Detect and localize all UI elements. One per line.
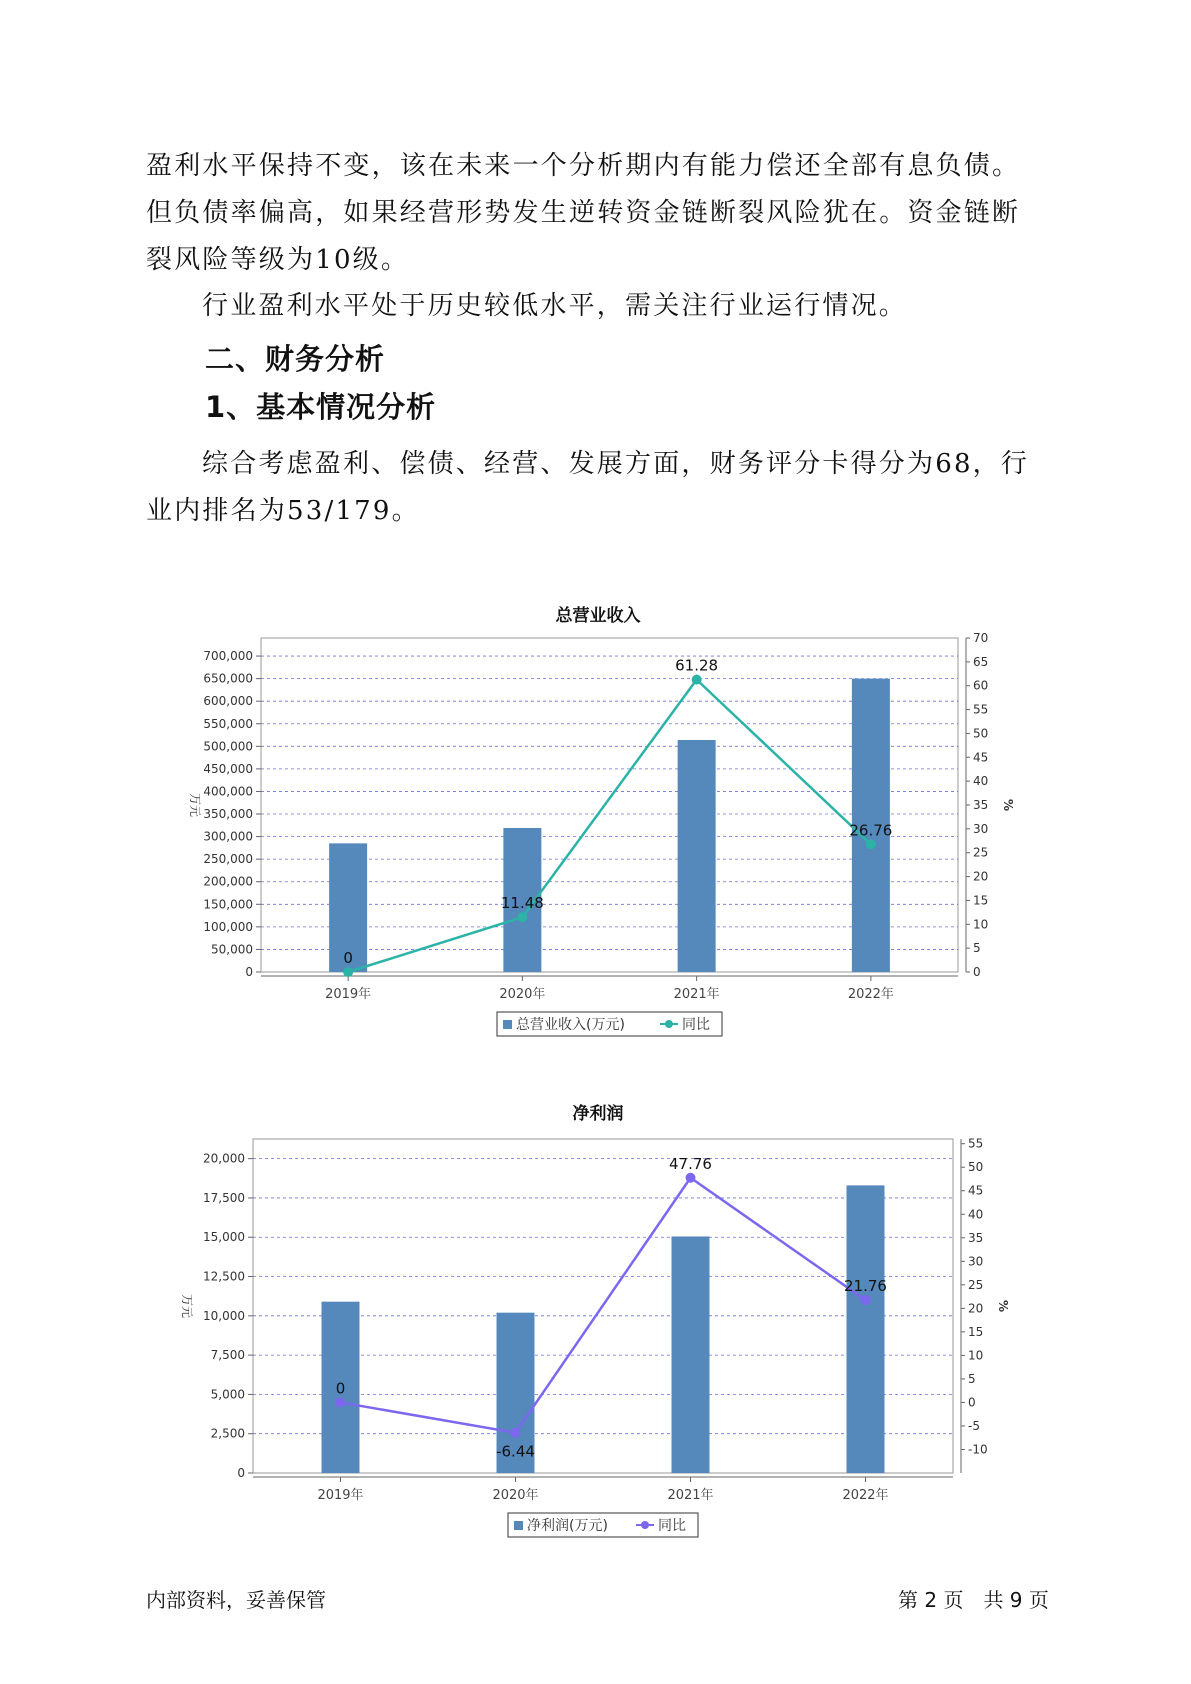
subsection-heading: 1、基本情况分析: [205, 390, 437, 424]
paragraph-industry: 行业盈利水平处于历史较低水平，需关注行业运行情况。: [202, 291, 908, 321]
x-tick-label: 2020年: [492, 1488, 539, 1503]
y2-tick-label: 30: [968, 1254, 984, 1269]
legend-bar-swatch: [503, 1020, 512, 1029]
yoy-point: [517, 912, 527, 922]
y2-axis-label: %: [1001, 798, 1015, 812]
y2-tick-label: 50: [968, 1160, 984, 1175]
legend-bar-swatch: [514, 1521, 523, 1530]
y-tick-label: 20,000: [203, 1151, 245, 1166]
y-tick-label: 5,000: [210, 1387, 245, 1402]
yoy-point: [692, 675, 702, 685]
y2-tick-label: 50: [973, 726, 989, 741]
y2-tick-label: 55: [968, 1136, 984, 1151]
data-label: -6.44: [496, 1442, 535, 1461]
legend-line-label: 同比: [658, 1518, 686, 1534]
legend-line-marker: [641, 1521, 649, 1529]
yoy-point: [336, 1397, 346, 1407]
data-label: 26.76: [849, 821, 893, 840]
y2-tick-label: 60: [973, 678, 989, 693]
data-label: 0: [335, 1379, 346, 1398]
y2-tick-label: 35: [973, 798, 989, 812]
y-tick-label: 300,000: [203, 829, 253, 844]
yoy-point: [343, 967, 353, 977]
y2-tick-label: -10: [968, 1442, 988, 1457]
net-profit-chart: [0, 1125, 1191, 1595]
y-tick-label: 12,500: [203, 1269, 245, 1284]
y-tick-label: 550,000: [203, 716, 253, 731]
y2-tick-label: 40: [973, 774, 989, 789]
y-tick-label: 150,000: [203, 897, 253, 912]
legend-bar-label: 总营业收入(万元): [516, 1017, 625, 1033]
legend-line-label: 同比: [682, 1017, 710, 1033]
y2-tick-label: 10: [968, 1348, 984, 1363]
legend-line-marker: [665, 1020, 673, 1028]
section-heading: 二、财务分析: [205, 342, 386, 376]
y2-tick-label: 30: [973, 821, 989, 836]
x-tick-label: 2019年: [325, 987, 372, 1002]
x-tick-label: 2022年: [842, 1488, 889, 1503]
chart-title-revenue: 总营业收入: [555, 606, 641, 626]
data-label: 47.76: [669, 1154, 712, 1173]
y2-tick-label: 15: [968, 1324, 984, 1339]
paragraph-score: 综合考虑盈利、偿债、经营、发展方面，财务评分卡得分为68，行业内排名为53/179。: [146, 449, 1030, 526]
y-tick-label: 7,500: [210, 1348, 245, 1363]
yoy-point: [861, 1295, 871, 1305]
y2-tick-label: 25: [968, 1277, 984, 1292]
data-label: 21.76: [844, 1277, 887, 1296]
yoy-point: [511, 1428, 521, 1438]
y-axis-label: 万元: [180, 1293, 194, 1319]
y2-tick-label: 10: [973, 917, 989, 932]
y-tick-label: 250,000: [203, 852, 253, 867]
y-tick-label: 400,000: [203, 784, 253, 799]
x-tick-label: 2020年: [499, 987, 546, 1002]
y-tick-label: 450,000: [203, 761, 253, 776]
y-tick-label: 500,000: [203, 739, 253, 754]
revenue-chart: [0, 625, 1191, 1095]
y-tick-label: 0: [237, 1466, 245, 1480]
y2-tick-label: 35: [968, 1230, 984, 1245]
x-tick-label: 2019年: [317, 1488, 364, 1503]
y-tick-label: 200,000: [203, 874, 253, 889]
y-tick-label: 10,000: [203, 1308, 245, 1323]
legend-bar-label: 净利润(万元): [527, 1518, 608, 1534]
y2-axis-label: %: [996, 1299, 1010, 1313]
y-tick-label: 17,500: [203, 1190, 245, 1205]
y2-tick-label: 45: [968, 1183, 984, 1198]
y-tick-label: 600,000: [203, 694, 253, 709]
bar: [672, 1236, 710, 1473]
y2-tick-label: 0: [973, 965, 981, 979]
bar: [847, 1185, 885, 1473]
x-tick-label: 2021年: [667, 1488, 714, 1503]
y-tick-label: 100,000: [203, 919, 253, 934]
y-tick-label: 700,000: [203, 649, 253, 664]
y-tick-label: 50,000: [211, 942, 253, 957]
y-tick-label: 650,000: [203, 671, 253, 686]
x-tick-label: 2022年: [847, 987, 894, 1002]
y2-tick-label: 25: [973, 845, 989, 860]
y2-tick-label: 70: [973, 631, 989, 645]
data-label: 0: [343, 949, 353, 967]
y-tick-label: 15,000: [203, 1230, 245, 1245]
page-number: 第 2 页 共 9 页: [898, 1588, 1049, 1612]
y2-tick-label: -5: [968, 1418, 980, 1433]
yoy-point: [686, 1173, 696, 1183]
yoy-point: [866, 839, 876, 849]
y-tick-label: 350,000: [203, 807, 253, 822]
y2-tick-label: 20: [968, 1301, 984, 1316]
y-tick-label: 2,500: [210, 1426, 245, 1441]
paragraph-risk: 盈利水平保持不变，该在未来一个分析期内有能力偿还全部有息负债。但负债率偏高，如果经营形势发生逆转资金链断裂风险犹在。资金链断裂风险等级为10级。: [146, 151, 1021, 275]
y2-tick-label: 55: [973, 702, 989, 717]
y2-tick-label: 15: [973, 893, 989, 908]
y2-tick-label: 65: [973, 654, 989, 669]
y-tick-label: 0: [245, 965, 253, 979]
data-label: 11.48: [500, 894, 544, 913]
y2-tick-label: 45: [973, 750, 989, 765]
y-axis-label: 万元: [188, 792, 202, 818]
x-tick-label: 2021年: [673, 987, 720, 1002]
footer-confidential: 内部资料，妥善保管: [146, 1588, 326, 1612]
y2-tick-label: 20: [973, 869, 989, 884]
bar: [678, 740, 716, 972]
y2-tick-label: 5: [973, 941, 981, 956]
data-label: 61.28: [675, 656, 719, 675]
y2-tick-label: 5: [968, 1371, 976, 1386]
y2-tick-label: 0: [968, 1395, 976, 1410]
chart-title-net-profit: 净利润: [572, 1104, 624, 1124]
y2-tick-label: 40: [968, 1207, 984, 1222]
